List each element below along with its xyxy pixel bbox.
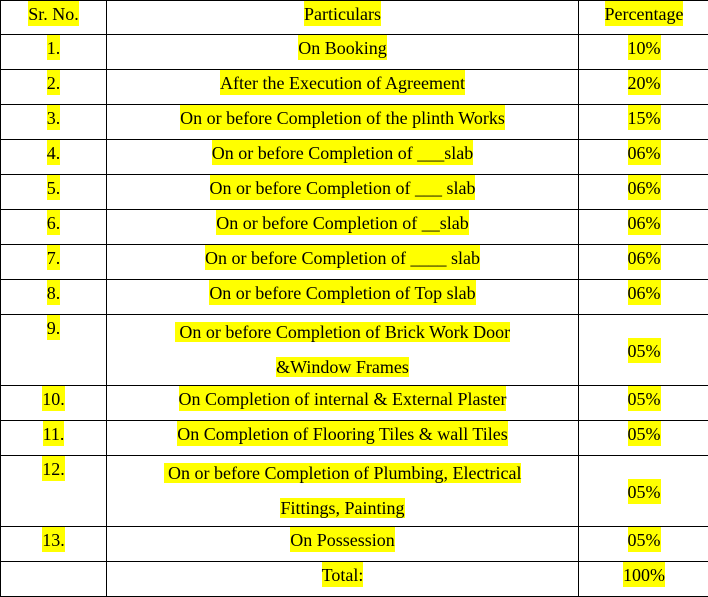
sr-cell: 7. [1,245,107,280]
percentage-cell: 15% [579,105,708,140]
particulars-line-1: On or before Completion of Brick Work Door [174,322,511,342]
total-row [1,562,708,597]
total-percentage-cell: 100% [579,562,708,597]
percentage-cell: 05% [579,386,708,421]
table-row [1,280,708,315]
particulars-cell [107,456,579,527]
particulars-cell: On Completion of internal & External Plaster [107,386,579,421]
table-row [1,386,708,421]
particulars-cell [107,315,579,386]
percentage-cell: 06% [579,175,708,210]
table-row [1,35,708,70]
particulars-cell: On or before Completion of ___slab [107,140,579,175]
table-row [1,421,708,456]
percentage-cell: 06% [579,210,708,245]
table-row [1,527,708,562]
particulars-cell: On or before Completion of __slab [107,210,579,245]
sr-cell: 9. [1,315,107,386]
particulars-cell: On Possession [107,527,579,562]
table-row [1,70,708,105]
sr-cell-empty [1,562,107,597]
header-sr-no: Sr. No. [1,1,107,35]
particulars-cell: After the Execution of Agreement [107,70,579,105]
particulars-cell: On Booking [107,35,579,70]
percentage-cell: 05% [579,421,708,456]
percentage-cell: 05% [579,456,708,527]
particulars-cell: On or before Completion of the plinth Works [107,105,579,140]
sr-cell: 3. [1,105,107,140]
particulars-cell: On or before Completion of ___ slab [107,175,579,210]
table-row [1,175,708,210]
particulars-line-2: Fittings, Painting [280,498,405,518]
sr-cell: 10. [1,386,107,421]
particulars-cell: On or before Completion of ____ slab [107,245,579,280]
percentage-cell: 05% [579,527,708,562]
sr-cell: 11. [1,421,107,456]
table-row [1,210,708,245]
sr-cell: 6. [1,210,107,245]
percentage-cell: 06% [579,245,708,280]
particulars-line-2: &Window Frames [276,357,409,377]
table-row [1,456,708,527]
sr-cell: 5. [1,175,107,210]
sr-cell: 2. [1,70,107,105]
sr-cell: 1. [1,35,107,70]
percentage-cell: 20% [579,70,708,105]
sr-cell: 13. [1,527,107,562]
percentage-cell: 06% [579,280,708,315]
particulars-line-1: On or before Completion of Plumbing, Electrical [163,463,522,483]
table-header-row [1,1,708,35]
particulars-cell: On Completion of Flooring Tiles & wall Tiles [107,421,579,456]
table-row [1,245,708,280]
total-label-cell: Total: [107,562,579,597]
header-particulars: Particulars [107,1,579,35]
table-row [1,315,708,386]
sr-cell: 8. [1,280,107,315]
particulars-cell: On or before Completion of Top slab [107,280,579,315]
percentage-cell: 06% [579,140,708,175]
sr-cell: 4. [1,140,107,175]
percentage-cell: 05% [579,315,708,386]
header-percentage: Percentage [579,1,708,35]
table-row [1,105,708,140]
percentage-cell: 10% [579,35,708,70]
sr-cell: 12. [1,456,107,527]
table-row [1,140,708,175]
